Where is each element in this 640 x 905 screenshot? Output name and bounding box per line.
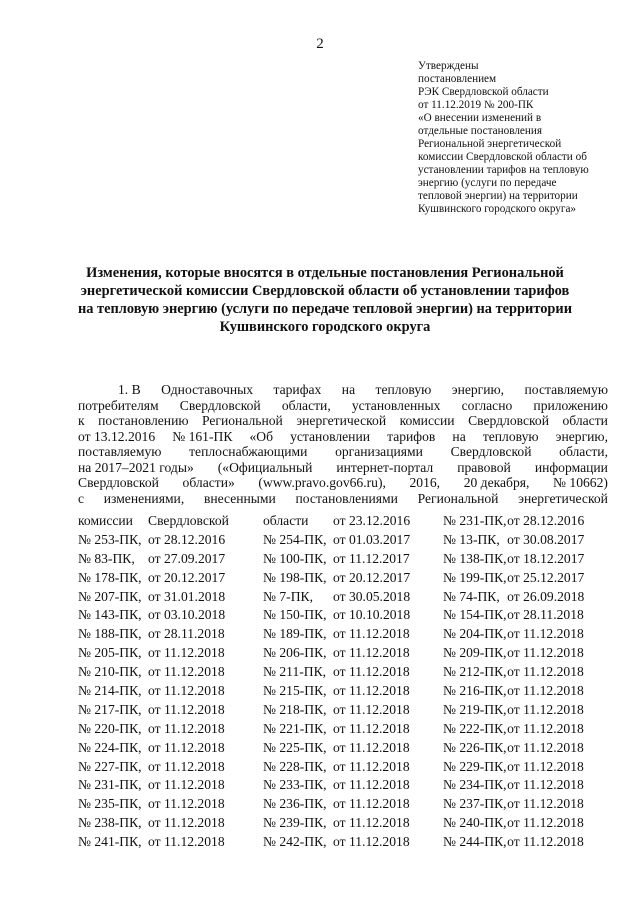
resolution-date: от 26.09.2018	[507, 588, 585, 604]
resolution-number: № 241-ПК,	[78, 834, 142, 850]
resolution-number: № 218-ПК,	[263, 701, 327, 717]
resolution-number: № 204-ПК,	[443, 626, 507, 642]
resolution-date: от 11.12.2018	[148, 645, 225, 661]
resolution-number: № 150-ПК,	[263, 607, 327, 623]
resolution-entry	[78, 644, 263, 663]
title-line: Изменения, которые вносятся в отдельные постановления Региональной	[86, 265, 564, 281]
paragraph-word: потребителям	[78, 397, 159, 413]
paragraph-word: области	[562, 413, 608, 428]
resolution-number: № 244-ПК,	[443, 834, 507, 850]
resolution-date: от 11.12.2018	[148, 664, 225, 680]
resolution-entry	[78, 795, 263, 814]
resolution-entry	[263, 644, 443, 663]
resolution-entry	[78, 776, 263, 795]
resolution-entry	[443, 701, 608, 720]
approval-line: РЭК Свердловской области	[418, 86, 549, 98]
resolution-entry	[443, 588, 608, 607]
resolution-entry	[263, 814, 443, 833]
paragraph-word: 1. В	[118, 382, 141, 397]
paragraph-word: установленных	[351, 397, 441, 413]
paragraph-word: с	[78, 490, 85, 506]
paragraph-word: на 2017–2021 годы»	[78, 459, 194, 475]
resolution-number: № 217-ПК,	[78, 701, 142, 717]
resolution-number: № 212-ПК,	[443, 664, 507, 680]
paragraph-word: тепловую	[482, 428, 539, 444]
paragraph-word: организациями	[335, 444, 423, 459]
paragraph-word: 2016,	[409, 475, 441, 490]
resolution-row	[78, 833, 608, 852]
approval-line: постановлением	[418, 73, 497, 85]
resolution-row	[78, 795, 608, 814]
paragraph-word: комиссии	[399, 413, 455, 428]
resolution-number: № 211-ПК,	[263, 664, 327, 680]
paragraph-word: к	[78, 413, 85, 428]
resolution-number: № 206-ПК,	[263, 645, 327, 661]
resolution-number: № 228-ПК,	[263, 758, 327, 774]
paragraph-word: тепловую	[375, 382, 432, 397]
resolution-row	[78, 606, 608, 625]
resolution-date: от 11.12.2018	[507, 626, 584, 642]
paragraph-word: энергетической	[296, 413, 387, 428]
resolution-date: от 11.12.2018	[333, 626, 410, 642]
resolution-date: от 20.12.2017	[333, 569, 411, 585]
paragraph-word: интернет-портал	[336, 459, 434, 475]
resolution-entry	[263, 682, 443, 701]
approval-line: отдельные постановления	[418, 125, 542, 137]
paragraph-line	[78, 460, 608, 476]
resolution-date: от 30.08.2017	[507, 531, 585, 547]
resolution-number: № 178-ПК,	[78, 569, 142, 585]
paragraph-line	[78, 475, 608, 491]
resolution-entry	[263, 550, 443, 569]
resolution-number: № 138-ПК,	[443, 550, 507, 566]
resolution-number: № 214-ПК,	[78, 683, 142, 699]
resolution-entry	[263, 531, 443, 550]
resolution-entry	[78, 569, 263, 588]
title-line: Кушвинского городского округа	[219, 319, 431, 335]
resolution-row	[78, 550, 608, 569]
resolution-date: от 11.12.2018	[507, 758, 584, 774]
resolution-number: области	[263, 513, 309, 528]
approval-line: от 11.12.2019 № 200-ПК	[418, 99, 534, 111]
resolution-date: от 11.12.2018	[507, 796, 584, 812]
resolution-date: от 11.12.2018	[333, 815, 410, 831]
resolution-number: № 143-ПК,	[78, 607, 142, 623]
resolution-entry	[443, 776, 608, 795]
resolution-number: комиссии	[78, 513, 133, 528]
approval-line: «О внесении изменений в	[418, 112, 542, 124]
resolution-date: от 11.12.2018	[333, 758, 410, 774]
resolution-number: № 229-ПК,	[443, 758, 507, 774]
resolution-date: от 11.12.2018	[507, 834, 584, 850]
resolution-number: № 226-ПК,	[443, 739, 507, 755]
resolution-row	[78, 569, 608, 588]
resolution-entry	[443, 739, 608, 758]
resolution-number: № 205-ПК,	[78, 645, 142, 661]
resolution-date: от 11.12.2018	[333, 777, 410, 793]
paragraph-word: постановлению	[98, 413, 189, 428]
resolution-entry	[443, 682, 608, 701]
resolution-date: от 11.12.2018	[507, 664, 584, 680]
resolution-date: от 28.12.2016	[148, 531, 226, 547]
paragraph-word: «Об	[249, 428, 273, 444]
resolution-row	[78, 588, 608, 607]
paragraph-word: Одноставочных	[161, 382, 254, 397]
resolution-entry	[78, 588, 263, 607]
resolution-entry	[443, 720, 608, 739]
paragraph-line	[78, 398, 608, 414]
resolution-row	[78, 663, 608, 682]
paragraph-line	[78, 382, 608, 398]
paragraph-word: энергию,	[555, 428, 608, 444]
paragraph-word: поставляемую	[524, 382, 608, 397]
resolution-number: № 154-ПК,	[443, 607, 507, 623]
approval-block	[418, 60, 628, 216]
resolution-number: № 83-ПК,	[78, 550, 135, 566]
resolution-number: № 198-ПК,	[263, 569, 327, 585]
resolution-number: № 13-ПК,	[443, 531, 500, 547]
resolution-number: № 238-ПК,	[78, 815, 142, 831]
paragraph-word: области,	[281, 397, 331, 413]
approval-line: комиссии Свердловской области об	[418, 151, 587, 163]
resolution-row	[78, 682, 608, 701]
resolution-entry	[263, 625, 443, 644]
resolution-date: от 03.10.2018	[148, 607, 226, 623]
resolution-date: от 20.12.2017	[148, 569, 226, 585]
resolution-row	[78, 531, 608, 550]
resolution-row	[78, 701, 608, 720]
document-title	[60, 264, 590, 336]
resolution-number: № 189-ПК,	[263, 626, 327, 642]
approval-line: энергию (услуги по передаче	[418, 177, 557, 189]
resolution-date: от 11.12.2018	[507, 645, 584, 661]
resolution-entry	[78, 758, 263, 777]
resolution-entry	[78, 550, 263, 569]
paragraph-word: № 10662)	[553, 475, 608, 490]
resolution-date: от 11.12.2018	[507, 720, 584, 736]
resolution-entry	[78, 663, 263, 682]
resolution-date: от 11.12.2018	[333, 683, 410, 699]
resolution-date: от 11.12.2018	[507, 739, 584, 755]
resolution-date: от 11.12.2018	[148, 834, 225, 850]
resolution-entry	[263, 606, 443, 625]
resolution-date: от 10.10.2018	[333, 607, 411, 623]
paragraph-word: области,	[559, 444, 608, 459]
approval-line: Региональной энергетической	[418, 138, 562, 150]
resolution-number: № 227-ПК,	[78, 758, 142, 774]
resolution-number: № 235-ПК,	[78, 796, 142, 812]
approval-line: тепловой энергии) на территории	[418, 190, 578, 202]
resolution-date: от 11.12.2018	[148, 720, 225, 736]
resolution-date: от 18.12.2017	[507, 550, 585, 566]
resolution-entry	[78, 625, 263, 644]
resolution-entry	[263, 776, 443, 795]
paragraph-word: на	[341, 382, 356, 397]
paragraph-word: Региональной	[202, 413, 283, 428]
resolution-number: № 100-ПК,	[263, 550, 327, 566]
resolutions-list	[78, 512, 608, 852]
title-line: энергетической комиссии Свердловской области об установлении тарифов	[80, 283, 570, 299]
paragraph-word: (www.pravo.gov66.ru),	[258, 475, 386, 490]
paragraph-word: внесенными	[203, 490, 276, 506]
resolution-row	[78, 512, 608, 531]
resolution-entry	[443, 833, 608, 852]
paragraph-word: Свердловской	[468, 413, 549, 428]
paragraph-word: правовой	[457, 459, 511, 475]
resolution-date: от 28.11.2018	[507, 607, 584, 623]
resolution-number: № 231-ПК,	[443, 513, 507, 528]
resolution-number: № 215-ПК,	[263, 683, 327, 699]
resolution-number: № 74-ПК,	[443, 588, 500, 604]
resolution-row	[78, 776, 608, 795]
paragraph-word: тарифов	[387, 428, 436, 444]
resolution-entry	[263, 663, 443, 682]
paragraph-line	[78, 444, 608, 460]
resolution-row	[78, 739, 608, 758]
resolution-date: от 11.12.2018	[333, 664, 410, 680]
resolution-number: № 210-ПК,	[78, 664, 142, 680]
resolution-entry	[78, 814, 263, 833]
resolution-entry	[263, 739, 443, 758]
paragraph-word: информации	[534, 459, 608, 475]
paragraph-word: теплоснабжающими	[189, 444, 308, 459]
paragraph-word: энергетической	[518, 490, 608, 506]
resolution-date: Свердловской	[148, 513, 229, 528]
resolution-number: № 240-ПК,	[443, 815, 507, 831]
resolution-number: № 239-ПК,	[263, 815, 327, 831]
resolution-date: от 11.12.2018	[148, 701, 225, 717]
resolution-number: № 253-ПК,	[78, 531, 142, 547]
paragraph-line	[78, 491, 608, 507]
resolution-entry	[263, 758, 443, 777]
resolution-entry	[78, 531, 263, 550]
paragraph-word: на	[452, 428, 466, 444]
paragraph-line	[78, 429, 608, 445]
resolution-entry	[443, 569, 608, 588]
resolution-entry	[78, 833, 263, 852]
resolution-date: от 11.12.2018	[333, 739, 410, 755]
paragraph-word: Региональной	[417, 490, 499, 506]
page-number: 2	[316, 36, 324, 52]
resolution-entry	[443, 663, 608, 682]
resolution-number: № 221-ПК,	[263, 720, 327, 736]
approval-line: установлении тарифов на тепловую	[418, 164, 589, 176]
resolution-date: от 11.12.2018	[148, 796, 225, 812]
resolution-date: от 23.12.2016	[333, 513, 411, 528]
paragraph-word: установлении	[290, 428, 371, 444]
resolution-date: от 11.12.2018	[148, 777, 225, 793]
resolution-entry	[443, 625, 608, 644]
resolution-date: от 01.03.2017	[333, 531, 411, 547]
resolution-entry	[263, 720, 443, 739]
resolution-entry	[443, 814, 608, 833]
resolution-date: от 11.12.2018	[333, 796, 410, 812]
resolution-number: № 225-ПК,	[263, 739, 327, 755]
paragraph-word: Свердловской	[450, 444, 532, 459]
resolution-entry	[443, 644, 608, 663]
resolution-entry	[443, 512, 608, 531]
resolution-date: от 11.12.2018	[333, 834, 410, 850]
body-paragraph	[78, 382, 608, 506]
resolution-row	[78, 814, 608, 833]
paragraph-word: области»	[182, 475, 235, 490]
resolution-number: № 199-ПК,	[443, 569, 507, 585]
resolution-number: № 219-ПК,	[443, 701, 507, 717]
paragraph-word: № 161-ПК	[172, 428, 233, 444]
resolution-row	[78, 644, 608, 663]
resolution-entry	[263, 795, 443, 814]
resolution-entry	[78, 682, 263, 701]
resolution-date: от 11.12.2017	[333, 550, 410, 566]
resolution-entry	[78, 720, 263, 739]
resolution-date: от 11.12.2018	[507, 683, 584, 699]
paragraph-word: Свердловской	[179, 397, 261, 413]
resolution-number: № 254-ПК,	[263, 531, 327, 547]
paragraph-word: Свердловской	[78, 475, 159, 490]
paragraph-word: 20 декабря,	[463, 475, 530, 490]
resolution-number: № 209-ПК,	[443, 645, 507, 661]
resolution-entry	[78, 701, 263, 720]
resolution-date: от 11.12.2018	[507, 815, 584, 831]
resolution-date: от 11.12.2018	[148, 758, 225, 774]
resolution-date: от 27.09.2017	[148, 550, 226, 566]
resolution-entry	[263, 833, 443, 852]
resolution-date: от 30.05.2018	[333, 588, 411, 604]
resolution-number: № 234-ПК,	[443, 777, 507, 793]
resolution-number: № 222-ПК,	[443, 720, 507, 736]
resolution-number: № 216-ПК,	[443, 683, 507, 699]
resolution-entry	[443, 531, 608, 550]
title-line: на тепловую энергию (услуги по передаче тепловой энергии) на территории	[77, 301, 573, 317]
paragraph-word: постановлениями	[295, 490, 398, 506]
resolution-entry	[443, 550, 608, 569]
resolution-row	[78, 758, 608, 777]
resolution-date: от 11.12.2018	[333, 701, 410, 717]
resolution-date: от 11.12.2018	[507, 701, 584, 717]
paragraph-line	[78, 413, 608, 429]
resolution-number: № 7-ПК,	[263, 588, 313, 604]
resolution-row	[78, 720, 608, 739]
resolution-row	[78, 625, 608, 644]
paragraph-word: тарифах	[273, 382, 322, 397]
resolution-date: от 25.12.2017	[507, 569, 585, 585]
paragraph-word: энергию,	[451, 382, 505, 397]
approval-line: Кушвинского городского округа»	[418, 203, 577, 215]
resolution-entry	[78, 606, 263, 625]
resolution-date: от 28.11.2018	[148, 626, 225, 642]
approval-line: Утверждены	[418, 60, 479, 72]
resolution-entry	[443, 795, 608, 814]
resolution-entry	[263, 569, 443, 588]
resolution-number: № 224-ПК,	[78, 739, 142, 755]
resolution-number: № 207-ПК,	[78, 588, 142, 604]
resolution-number: № 231-ПК,	[78, 777, 142, 793]
resolution-date: от 11.12.2018	[507, 777, 584, 793]
paragraph-word: от 13.12.2016	[78, 428, 156, 444]
paragraph-word: поставляемую	[78, 444, 162, 459]
resolution-entry	[263, 701, 443, 720]
resolution-date: от 11.12.2018	[148, 815, 225, 831]
resolution-entry	[78, 512, 263, 531]
resolution-number: № 236-ПК,	[263, 796, 327, 812]
paragraph-word: согласно	[461, 397, 513, 413]
resolution-date: от 11.12.2018	[333, 645, 410, 661]
resolution-number: № 188-ПК,	[78, 626, 142, 642]
resolution-number: № 237-ПК,	[443, 796, 507, 812]
resolution-number: № 242-ПК,	[263, 834, 327, 850]
resolution-entry	[263, 588, 443, 607]
resolution-date: от 31.01.2018	[148, 588, 226, 604]
resolution-entry	[263, 512, 443, 531]
paragraph-word: приложению	[533, 397, 608, 413]
resolution-entry	[443, 758, 608, 777]
paragraph-word: («Официальный	[217, 459, 313, 475]
resolution-date: от 11.12.2018	[148, 683, 225, 699]
resolution-entry	[78, 739, 263, 758]
resolution-date: от 11.12.2018	[148, 739, 225, 755]
resolution-number: № 220-ПК,	[78, 720, 142, 736]
resolution-date: от 11.12.2018	[333, 720, 410, 736]
resolution-entry	[443, 606, 608, 625]
resolution-number: № 233-ПК,	[263, 777, 327, 793]
resolution-date: от 28.12.2016	[507, 513, 585, 528]
paragraph-word: изменениями,	[103, 490, 185, 506]
